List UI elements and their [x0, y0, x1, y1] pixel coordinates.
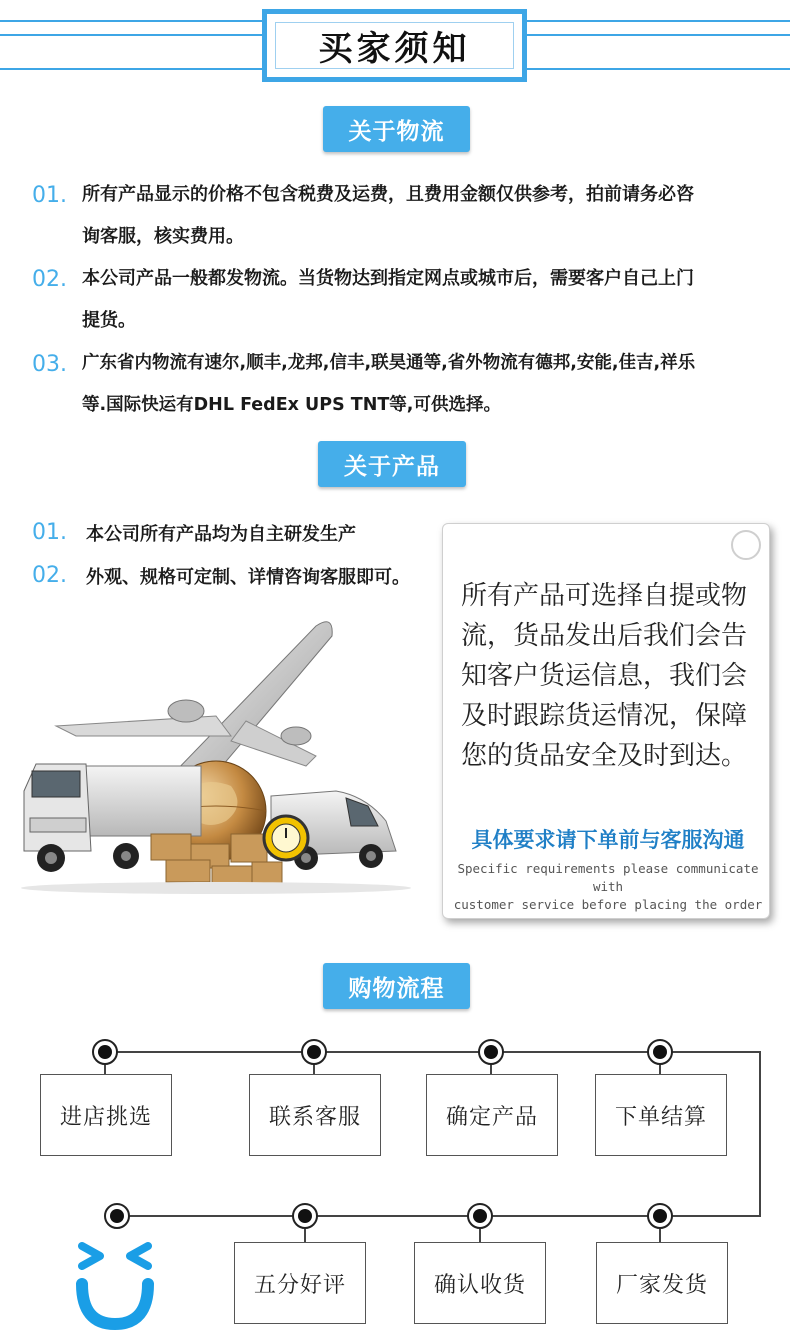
logistics-item-3-line2: 等.国际快运有DHL FedEx UPS TNT等,可供选择。 [82, 395, 501, 415]
flow-node-6 [292, 1203, 318, 1229]
note-card-body: 所有产品可选择自提或物流，货品发出后我们会告知客户货运信息，我们会及时跟踪货运情况，保障您的货品安全及时到达。 [461, 581, 748, 771]
header-line-right-bottom [527, 68, 790, 70]
logistics-item-1-line1: 所有产品显示的价格不包含税费及运费，且费用金额仅供参考，拍前请务必咨 [82, 184, 694, 205]
note-card-highlight: 具体要求请下单前与客服沟通 [471, 828, 745, 852]
flow-tick-7 [659, 1229, 661, 1243]
flow-node-1 [92, 1039, 118, 1065]
logistics-item-3-line1: 广东省内物流有速尔,顺丰,龙邦,信丰,联昊通等,省外物流有德邦,安能,佳吉,祥乐 [82, 353, 696, 373]
header-line-right-mid [527, 34, 790, 36]
header-line-left-top [0, 20, 262, 22]
section-label-logistics: 关于物流 [323, 106, 470, 152]
step-box-6: 确认收货 [414, 1242, 546, 1324]
products-item-1: 本公司所有产品均为自主研发生产 [86, 524, 356, 545]
flow-tick-6 [479, 1229, 481, 1243]
logistics-item-3 [82, 342, 782, 426]
logistics-item-1 [82, 174, 772, 258]
logistics-item-2-number: 02. [32, 267, 67, 292]
header-line-right-top [527, 20, 790, 22]
flow-node-8 [647, 1203, 673, 1229]
step-box-7: 厂家发货 [596, 1242, 728, 1324]
logistics-item-2-line2: 提货。 [82, 310, 136, 331]
products-item-2-number: 02. [32, 563, 67, 588]
step-box-3: 确定产品 [426, 1074, 558, 1156]
step-box-4: 下单结算 [595, 1074, 727, 1156]
page-title: 买家须知 [318, 29, 471, 69]
step-box-5: 五分好评 [234, 1242, 366, 1324]
note-card-english [447, 860, 769, 914]
section-label-products: 关于产品 [318, 441, 466, 487]
header-title-frame [275, 22, 514, 69]
section-label-process: 购物流程 [323, 963, 470, 1009]
logistics-item-1-number: 01. [32, 183, 67, 208]
flow-line-right [759, 1051, 761, 1217]
products-item-1-number: 01. [32, 520, 67, 545]
header-title-box [262, 9, 527, 82]
flow-node-7 [467, 1203, 493, 1229]
step-box-1: 进店挑选 [40, 1074, 172, 1156]
header-line-left-mid [0, 34, 262, 36]
flow-node-5 [104, 1203, 130, 1229]
note-card-english-line1: Specific requirements please communicate with [457, 861, 759, 894]
note-card-english-line2: customer service before placing the order [453, 897, 763, 912]
flow-node-2 [301, 1039, 327, 1065]
note-card [442, 523, 770, 919]
flow-node-4 [647, 1039, 673, 1065]
step-box-2: 联系客服 [249, 1074, 381, 1156]
stopwatch-icon [264, 816, 308, 860]
flow-node-3 [478, 1039, 504, 1065]
products-item-2: 外观、规格可定制、详情咨询客服即可。 [86, 567, 410, 588]
pin-circle-icon [731, 530, 761, 560]
logistics-item-3-number: 03. [32, 352, 67, 377]
header-line-left-bottom [0, 68, 262, 70]
logistics-item-2-line1: 本公司产品一般都发物流。当货物达到指定网点或城市后，需要客户自己上门 [82, 268, 694, 289]
flow-tick-5 [304, 1229, 306, 1243]
logistics-item-2 [82, 258, 772, 342]
smiley-face-icon [70, 1240, 160, 1330]
airplane-truck-globe-illustration [16, 606, 416, 896]
logistics-item-1-line2: 询客服，核实费用。 [82, 226, 244, 247]
